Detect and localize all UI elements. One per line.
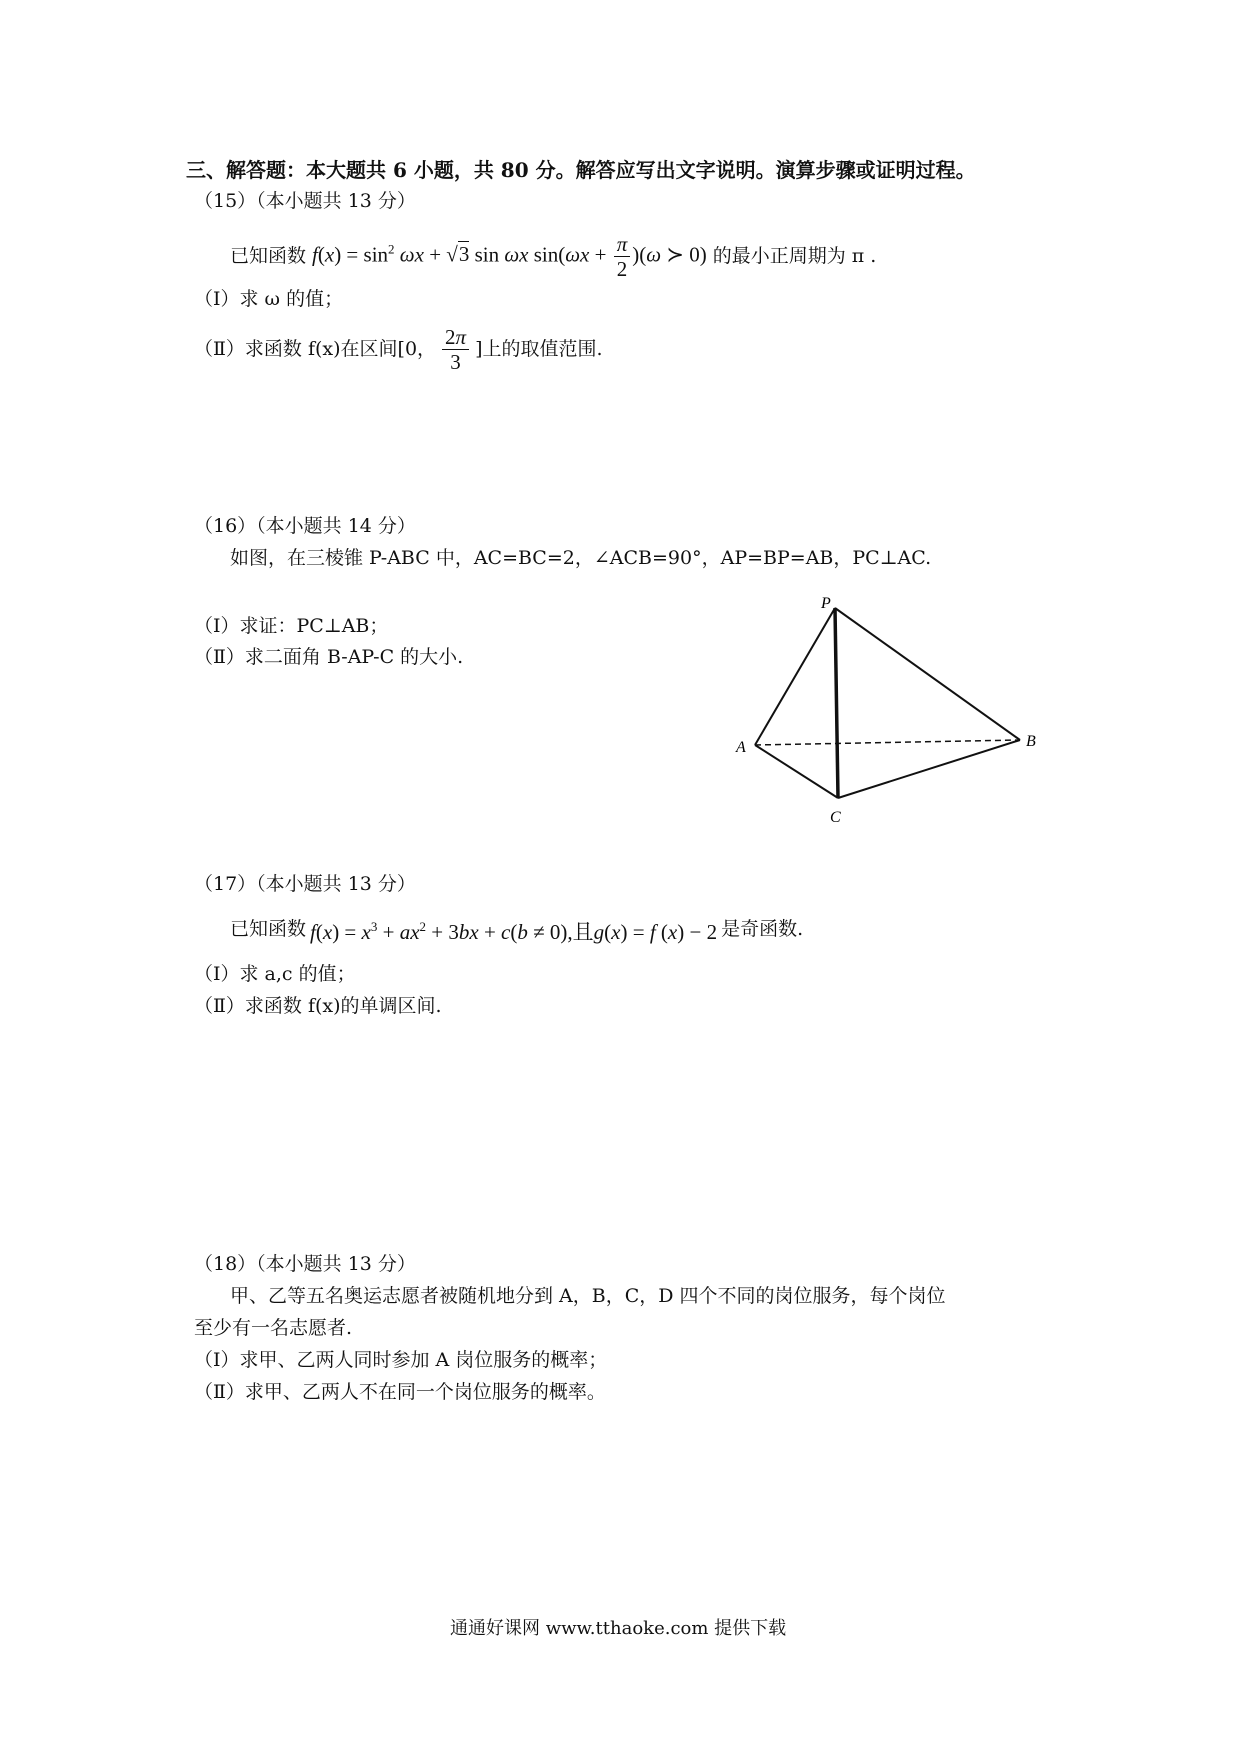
tetrahedron-figure	[720, 590, 1060, 830]
problem-17-stem-suffix: 是奇函数.	[721, 918, 804, 940]
problem-18-header: （18）（本小题共 13 分）	[194, 1253, 416, 1275]
vertex-label-c: C	[830, 809, 841, 826]
edge-ab-hidden	[755, 740, 1020, 745]
edge-pc	[835, 608, 838, 798]
problem-16-part-1: （Ⅰ）求证：PC⊥AB；	[194, 615, 389, 637]
problem-15-part-2	[194, 320, 603, 378]
problem-15-stem	[230, 224, 876, 288]
problem-17-formula: $f(x) = x^3 + ax^2 + 3bx + c(b \ne 0)$,且g(x) = f (x) − 2	[310, 918, 718, 944]
problem-17-part-2: （Ⅱ）求函数 f(x)的单调区间.	[194, 995, 442, 1017]
problem-17-stem-prefix: 已知函数	[230, 918, 307, 940]
problem-18-part-2: （Ⅱ）求甲、乙两人不在同一个岗位服务的概率。	[194, 1381, 606, 1403]
fraction-2pi-over-3: $\frac{2\pi}{3}$	[442, 325, 469, 374]
edge-pa	[755, 608, 835, 745]
footer-credit: 通通好课网 www.tthaoke.com 提供下载	[450, 1618, 787, 1639]
problem-16-stem: 如图，在三棱锥 P-ABC 中，AC=BC=2，∠ACB=90°，AP=BP=AB，PC⊥AC.	[230, 547, 932, 569]
problem-17-part-1: （Ⅰ）求 a,c 的值；	[194, 963, 356, 985]
problem-15-stem-prefix: 已知函数	[230, 245, 307, 267]
edge-ac	[755, 745, 838, 798]
vertex-label-b: B	[1026, 733, 1036, 750]
edge-bc	[838, 740, 1020, 798]
problem-18-stem-line-2: 至少有一名志愿者.	[194, 1317, 353, 1339]
edge-pb	[835, 608, 1020, 740]
problem-16-header: （16）（本小题共 14 分）	[194, 515, 416, 537]
vertex-label-p: P	[821, 595, 831, 612]
problem-18-stem-line-1: 甲、乙等五名奥运志愿者被随机地分到 A，B，C，D 四个不同的岗位服务，每个岗位	[230, 1285, 946, 1307]
problem-16-part-2: （Ⅱ）求二面角 B-AP-C 的大小.	[194, 646, 464, 668]
problem-15-part-1: （Ⅰ）求 ω 的值；	[194, 288, 344, 310]
problem-15-part-2-suffix: ]上的取值范围.	[475, 338, 603, 360]
problem-18-part-1: （Ⅰ）求甲、乙两人同时参加 A 岗位服务的概率；	[194, 1349, 608, 1371]
problem-15-stem-suffix: 的最小正周期为 π .	[712, 245, 877, 267]
problem-15-part-2-prefix: （Ⅱ）求函数 f(x)在区间[0，	[194, 338, 437, 360]
problem-17-stem	[230, 914, 803, 944]
problem-15-header: （15）（本小题共 13 分）	[194, 190, 416, 212]
section-title: 三、解答题：本大题共 6 小题，共 80 分。解答应写出文字说明。演算步骤或证明过程。	[186, 158, 976, 182]
problem-17-header: （17）（本小题共 13 分）	[194, 873, 416, 895]
problem-15-formula: $f(x) = \sin^2 \omega x + √3$ sin ωx sin(ωx + $\frac{\pi}{2}$ )(ω ≻ 0)	[312, 231, 707, 281]
vertex-label-a: A	[736, 739, 746, 756]
